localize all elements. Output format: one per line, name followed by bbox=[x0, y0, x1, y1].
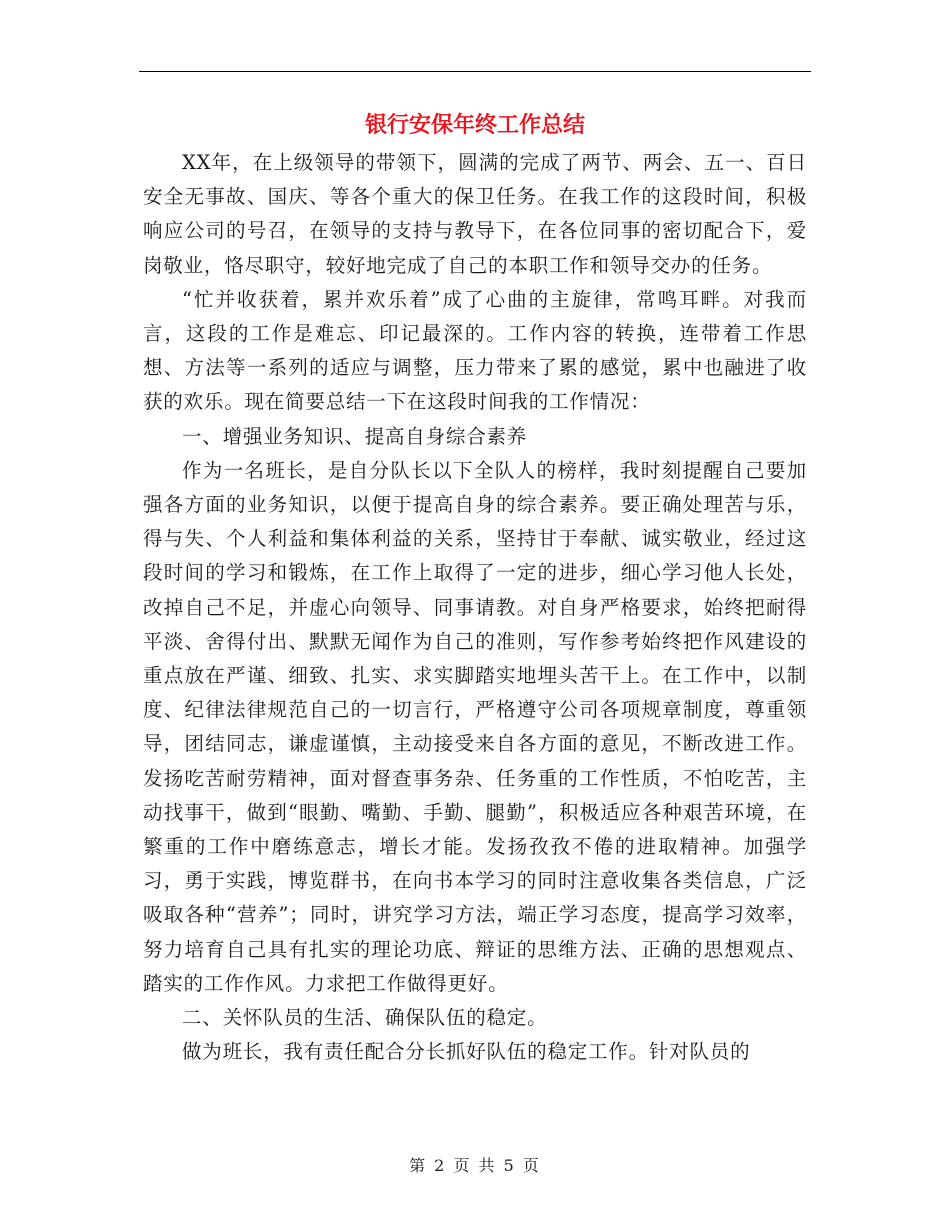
page-number: 第 2 页 共 5 页 bbox=[409, 1156, 541, 1175]
header-rule bbox=[139, 71, 811, 72]
paragraph: “忙并收获着，累并欢乐着”成了心曲的主旋律，常鸣耳畔。对我而言，这段的工作是难忘、印记最深的。工作内容的转换，连带着工作思想、方法等一系列的适应与调整，压力带来了累的感觉，累中也融进了收获的欢乐。现在简要总结一下在这段时间我的工作情况： bbox=[143, 287, 807, 414]
paragraph: 做为班长，我有责任配合分长抓好队伍的稳定工作。针对队员的 bbox=[182, 1040, 751, 1064]
section-heading: 一、增强业务知识、提高自身综合素养 bbox=[182, 424, 528, 448]
document-title: 银行安保年终工作总结 bbox=[364, 113, 585, 138]
paragraph: XX年，在上级领导的带领下，圆满的完成了两节、两会、五一、百日安全无事故、国庆、等各个重大的保卫任务。在我工作的这段时间，积极响应公司的号召，在领导的支持与教导下，在各位同事的密切配合下，爱岗敬业，恪尽职守，较好地完成了自己的本职工作和领导交办的任务。 bbox=[143, 151, 807, 277]
paragraph: 作为一名班长，是自分队长以下全队人的榜样，我时刻提醒自己要加强各方面的业务知识，以便于提高自身的综合素养。要正确处理苦与乐，得与失、个人利益和集体利益的关系，坚持甘于奉献、诚实敬业，经过这段时间的学习和锻炼，在工作上取得了一定的进步，细心学习他人长处，改掉自己不足，并虚心向领导、同事请教。对自身严格要求，始终把耐得平淡、舍得付出、默默无闻作为自己的准则，写作参考始终把作风建设的重点放在严谨、细致、扎实、求实脚踏实地埋头苦干上。在工作中，以制度、纪律法律规范自己的一切言行，严格遵守公司各项规章制度，尊重领导，团结同志，谦虚谨慎，主动接受来自各方面的意见，不断改进工作。发扬吃苦耐劳精神，面对督查事务杂、任务重的工作性质，不怕吃苦，主动找事干，做到“眼勤、嘴勤、手勤、腿勤”，积极适应各种艰苦环境，在繁重的工作中磨练意志，增长才能。发扬孜孜不倦的进取精神。加强学习，勇于实践，博览群书，在向书本学习的同时注意收集各类信息，广泛吸取各种“营养”；同时，讲究学习方法，端正学习态度，提高学习效率，努力培育自己具有扎实的理论功底、辩证的思维方法、正确的思想观点、踏实的工作作风。力求把工作做得更好。 bbox=[143, 458, 807, 995]
section-heading: 二、关怀队员的生活、确保队伍的稳定。 bbox=[182, 1006, 548, 1030]
document-body bbox=[143, 146, 807, 1069]
